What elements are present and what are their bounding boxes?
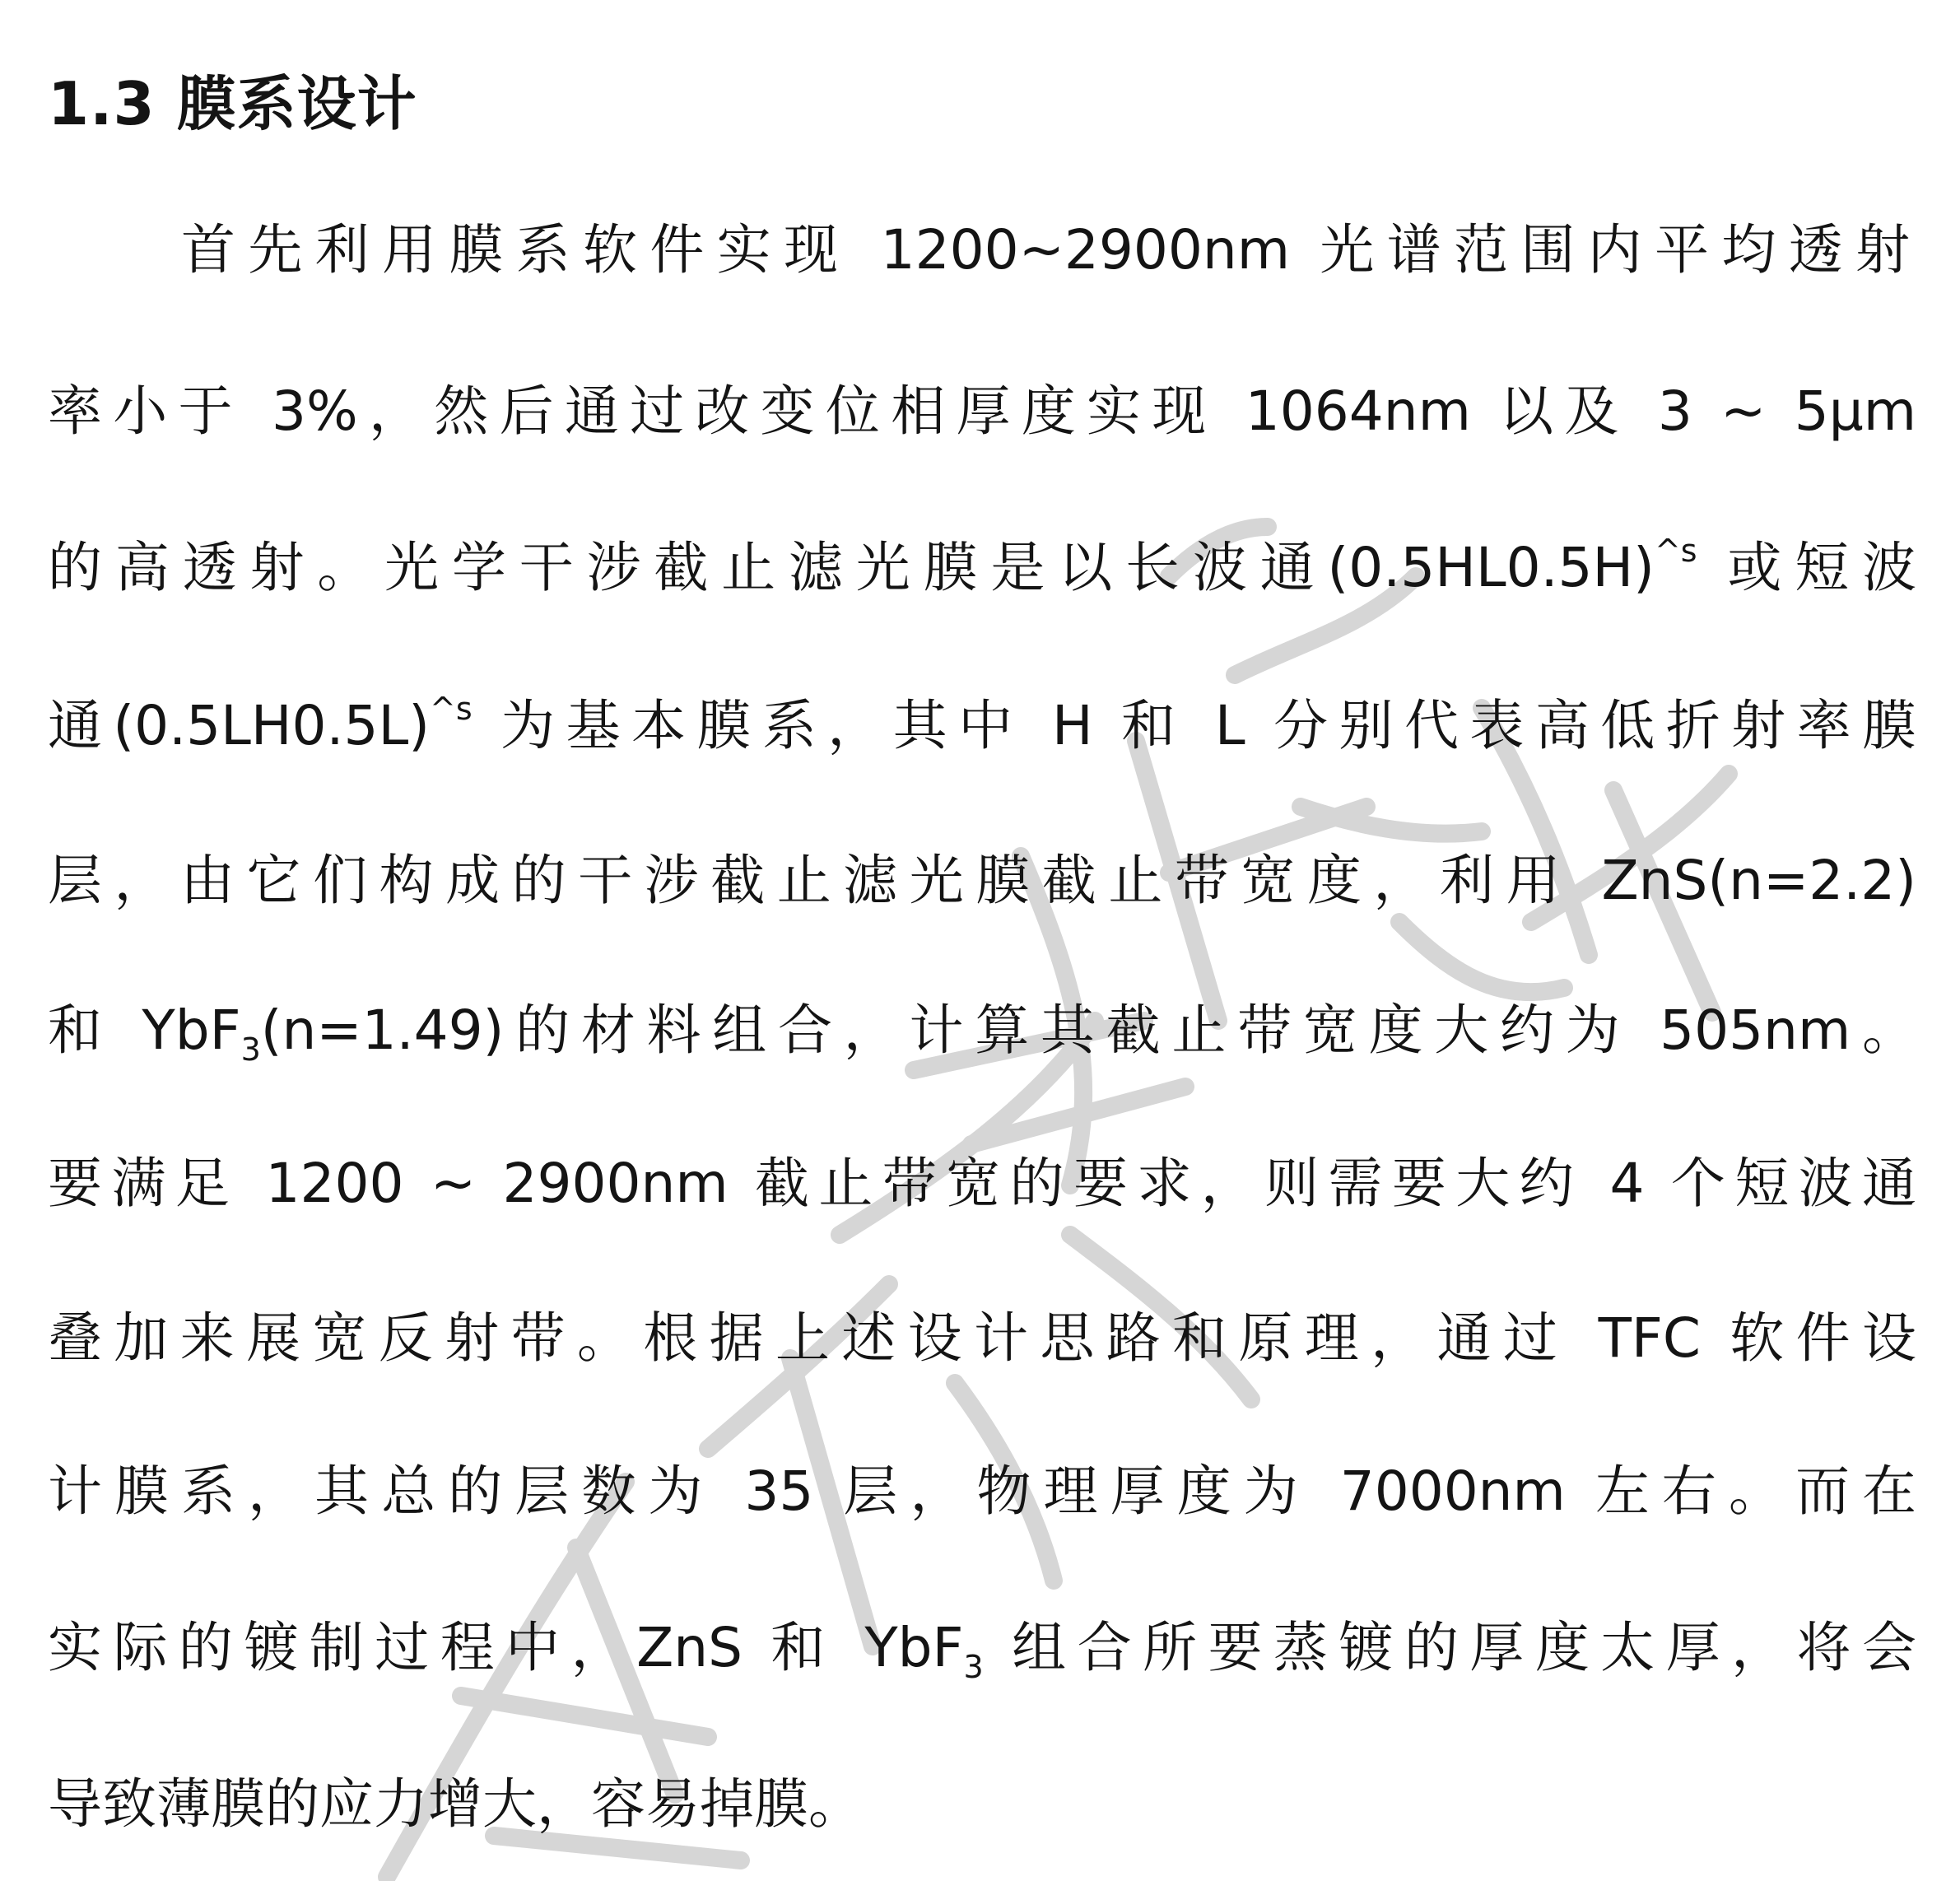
line-text: 为基本膜系，其中 H 和 L 分别代表高低折射率膜: [472, 694, 1917, 757]
paragraph-line: 首先利用膜系软件实现 1200~2900nm 光谱范围内平均透射: [181, 218, 1910, 282]
line-text: 或短波: [1697, 536, 1917, 599]
paragraph-line: 叠加来展宽反射带。根据上述设计思路和原理，通过 TFC 软件设: [48, 1306, 1916, 1370]
line-text: 组合所要蒸镀的厚度太厚，将会: [983, 1616, 1916, 1679]
line-text: 和 YbF: [48, 999, 241, 1062]
section-heading: 1.3 膜系设计: [48, 69, 417, 138]
paragraph-line: 率小于 3%，然后通过改变位相厚度实现 1064nm 以及 3 ~ 5μm: [48, 379, 1916, 443]
paragraph-line: [48, 691, 1916, 761]
paragraph-line: [48, 1613, 1916, 1683]
subscript: 3: [963, 1649, 984, 1685]
superscript: ^s: [430, 691, 473, 727]
paragraph-line: 计膜系，其总的层数为 35 层，物理厚度为 7000nm 左右。而在: [48, 1460, 1916, 1523]
line-text: (n=1.49)的材料组合，计算其截止带宽度大约为 505nm。: [260, 999, 1916, 1062]
line-text: 通(0.5LH0.5L): [48, 694, 431, 757]
paragraph-line: [48, 533, 1916, 603]
paragraph-line: [48, 996, 1916, 1068]
paragraph-line: 导致薄膜的应力增大，容易掉膜。: [48, 1772, 863, 1836]
paragraph-line: 要满足 1200 ~ 2900nm 截止带宽的要求，则需要大约 4 个短波通: [48, 1152, 1916, 1215]
line-text: 实际的镀制过程中，ZnS 和 YbF: [48, 1616, 964, 1679]
subscript: 3: [240, 1031, 261, 1068]
superscript: ^s: [1654, 533, 1697, 569]
line-text: 的高透射。光学干涉截止滤光膜是以长波通(0.5HL0.5H): [48, 536, 1655, 599]
paragraph-line: 层，由它们构成的干涉截止滤光膜截止带宽度，利用 ZnS(n=2.2): [48, 849, 1916, 912]
